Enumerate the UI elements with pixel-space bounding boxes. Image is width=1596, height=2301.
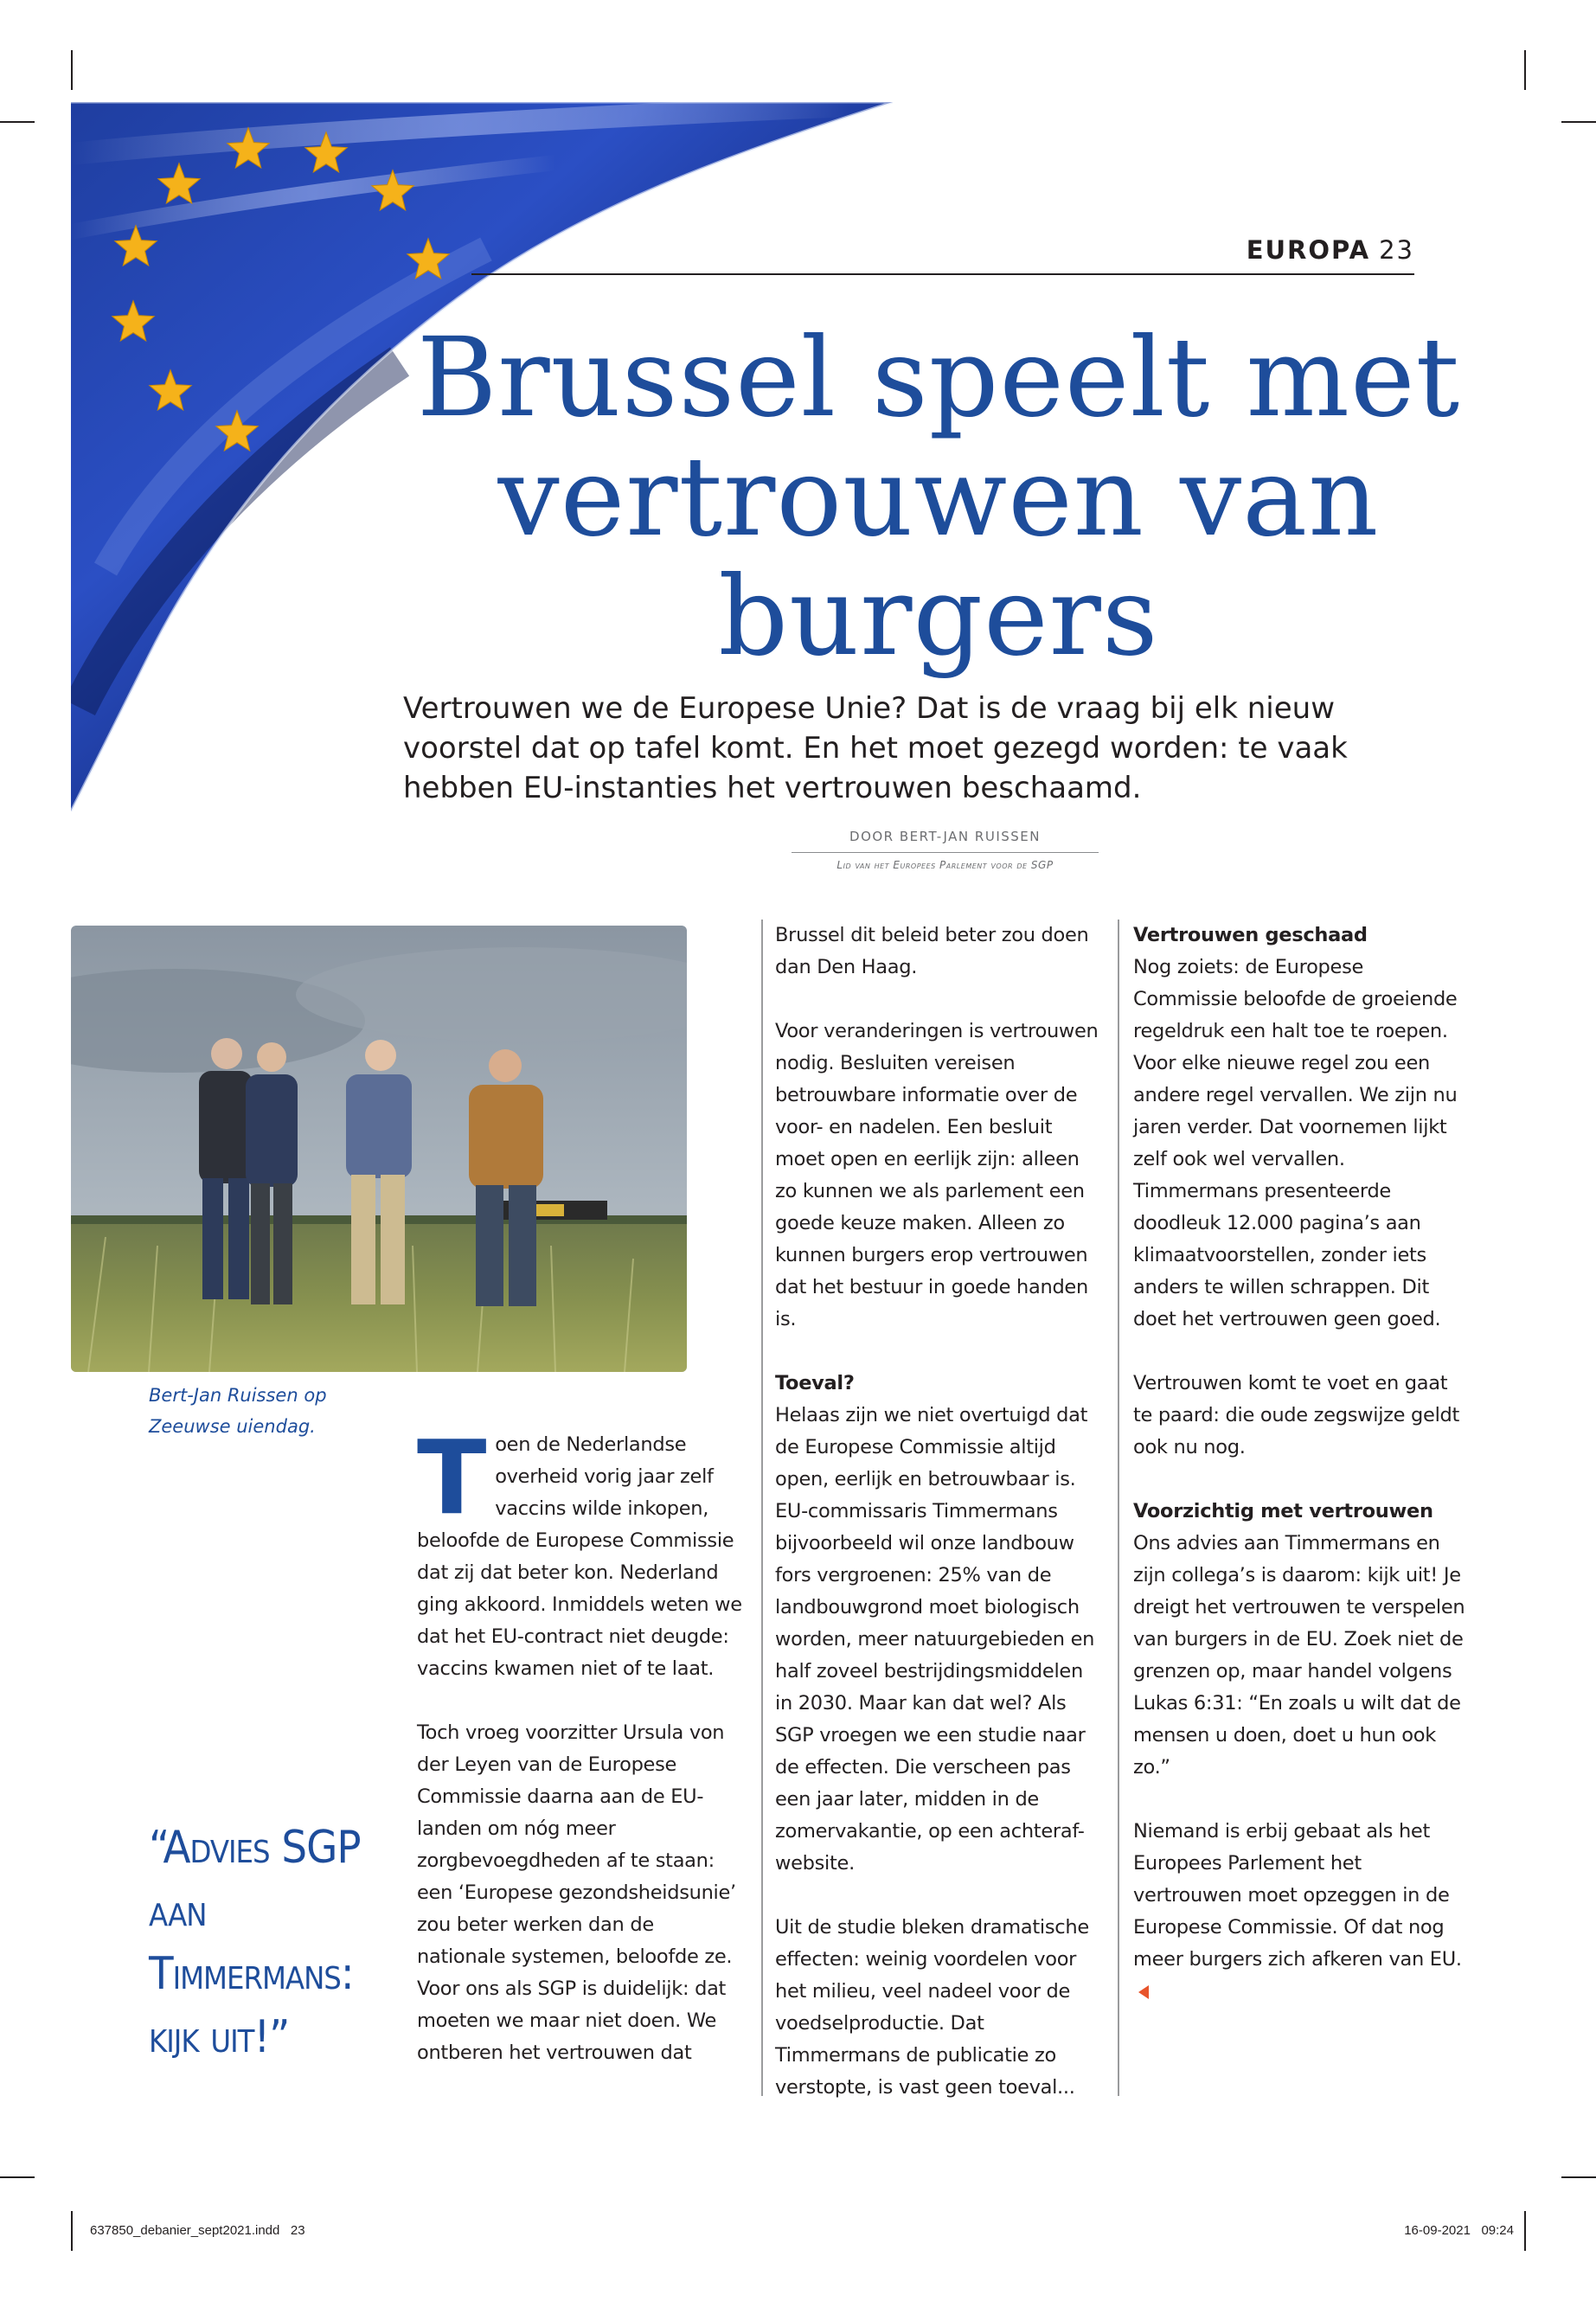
closing-paragraph: Niemand is erbij gebaat als het Europees Parlement het vertrouwen moet opzeggen in de Europese Commissie. Of dat nog meer burgers zich afkeren van EU. (1133, 1820, 1462, 1971)
column-divider (761, 920, 763, 2096)
article-column-3 (1133, 920, 1469, 2040)
crop-mark (71, 50, 73, 90)
lead-paragraph: Vertrouwen we de Europese Unie? Dat is de vraag bij elk nieuw voorstel dat op tafel komt. En het moet gezegd worden: te vaak hebben EU-instanties het vertrouwen beschaamd. (403, 691, 1348, 805)
paragraph: Voor ons als SGP is duidelijk: dat moeten we maar niet doen. We ontberen het vertrouwen dat (417, 1977, 727, 2064)
paragraph: Helaas zijn we niet overtuigd dat de Europese Commissie altijd open, eerlijk en betrouwbaar is. EU-commissaris Timmermans bijvoorbeeld wil onze landbouw fors vergroenen: 25% van de landbouwgrond moet biologisch worden, meer natuurgebieden en half zoveel bestrijdingsmiddelen in 2030. Maar kan dat wel? Als SGP vroegen we een studie naar de effecten. Die verscheen pas een jaar later, midden in de zomervakantie, op een achteraf-website. (775, 1404, 1095, 1875)
field-photo (71, 926, 687, 1372)
article-column-2 (775, 920, 1102, 2136)
subheading: Voorzichtig met vertrouwen (1133, 1500, 1433, 1522)
crop-mark (1524, 50, 1526, 90)
paragraph: Toch vroeg voorzitter Ursula von der Leyen van de Europese Commissie daarna aan de EU-landen om nóg meer zorgbevoegdheden af te staan: een ‘Europese gezondsheidsunie’ zou beter werken dan de nationale systemen, beloofde ze. (417, 1721, 736, 1968)
section-label: EUROPA 23 (1246, 235, 1414, 265)
crop-mark (1561, 2176, 1596, 2178)
subheading: Toeval? (775, 1372, 855, 1394)
crop-mark (0, 2176, 35, 2178)
paragraph: oen de Nederlandse overheid vorig jaar zelf vaccins wilde inkopen, beloofde de Europese Commissie dat zij dat beter kon. Nederland ging akkoord. Inmiddels weten we dat het EU-contract niet deugde: vaccins kwamen niet of te laat. (417, 1433, 742, 1680)
byline-author: DOOR BERT-JAN RUISSEN (849, 829, 1041, 844)
crop-mark (71, 2211, 73, 2251)
pull-quote: “Advies SGP aan Timmermans: kijk uit!” (149, 1822, 361, 2063)
crop-mark (1561, 121, 1596, 123)
paragraph: Nog zoiets: de Europese Commissie beloofde de groeiende regeldruk een halt toe te roepen. Voor elke nieuwe regel zou een andere regel vervallen. We zijn nu jaren verder. Dat voornemen lijkt zelf ook wel vervallen. Timmermans presenteerde doodleuk 12.000 pagina’s aan klimaatvoorstellen, zonder iets anders te willen schrappen. Dit doet het vertrouwen geen goed. (1133, 956, 1458, 1330)
print-slug-datetime: 16-09-2021 09:24 (1404, 2223, 1514, 2238)
crop-mark (1524, 2211, 1526, 2251)
article-column-1 (417, 1418, 744, 2101)
photo-caption: Bert-Jan Ruissen op Zeeuwse uiendag. (149, 1385, 327, 1437)
paragraph: Brussel dit beleid beter zou doen dan Den Haag. (775, 924, 1089, 978)
section-rule (471, 273, 1414, 275)
paragraph: Voor veranderingen is vertrouwen nodig. Besluiten vereisen betrouwbare informatie over de voor- en nadelen. Een besluit moet open en eerlijk zijn: alleen zo kunnen we als parlement een goede keuze maken. Alleen zo kunnen burgers erop vertrouwen dat het bestuur in goede handen is. (775, 1020, 1099, 1330)
headline: Brussel speelt met vertrouwen van burgers (416, 314, 1461, 680)
byline-role: Lid van het Europees Parlement voor de SGP (836, 859, 1054, 871)
crop-mark (0, 121, 35, 123)
subheading: Vertrouwen geschaad (1133, 924, 1368, 946)
end-mark-icon (1138, 1985, 1149, 1999)
drop-cap: T (417, 1418, 487, 1537)
byline-divider (792, 852, 1099, 853)
paragraph (1133, 1816, 1469, 2008)
column-divider (1118, 920, 1119, 2096)
paragraph: Uit de studie bleken dramatische effecten: weinig voordelen voor het milieu, veel nadeel voor de voedselproductie. Dat Timmermans de publicatie zo verstopte, is vast geen toeval... (775, 1916, 1089, 2099)
paragraph: Vertrouwen komt te voet en gaat te paard: die oude zegswijze geldt ook nu nog. (1133, 1372, 1460, 1458)
paragraph: Ons advies aan Timmermans en zijn collega’s is daarom: kijk uit! Je dreigt het vertrouwen te verspelen van burgers in de EU. Zoek niet de grenzen op, maar handel volgens Lukas 6:31: “En zoals u wilt dat de mensen u doen, doet u hun ook zo.” (1133, 1532, 1465, 1779)
page-number: 23 (1379, 235, 1414, 265)
print-slug-file: 637850_debanier_sept2021.indd 23 (90, 2223, 305, 2238)
